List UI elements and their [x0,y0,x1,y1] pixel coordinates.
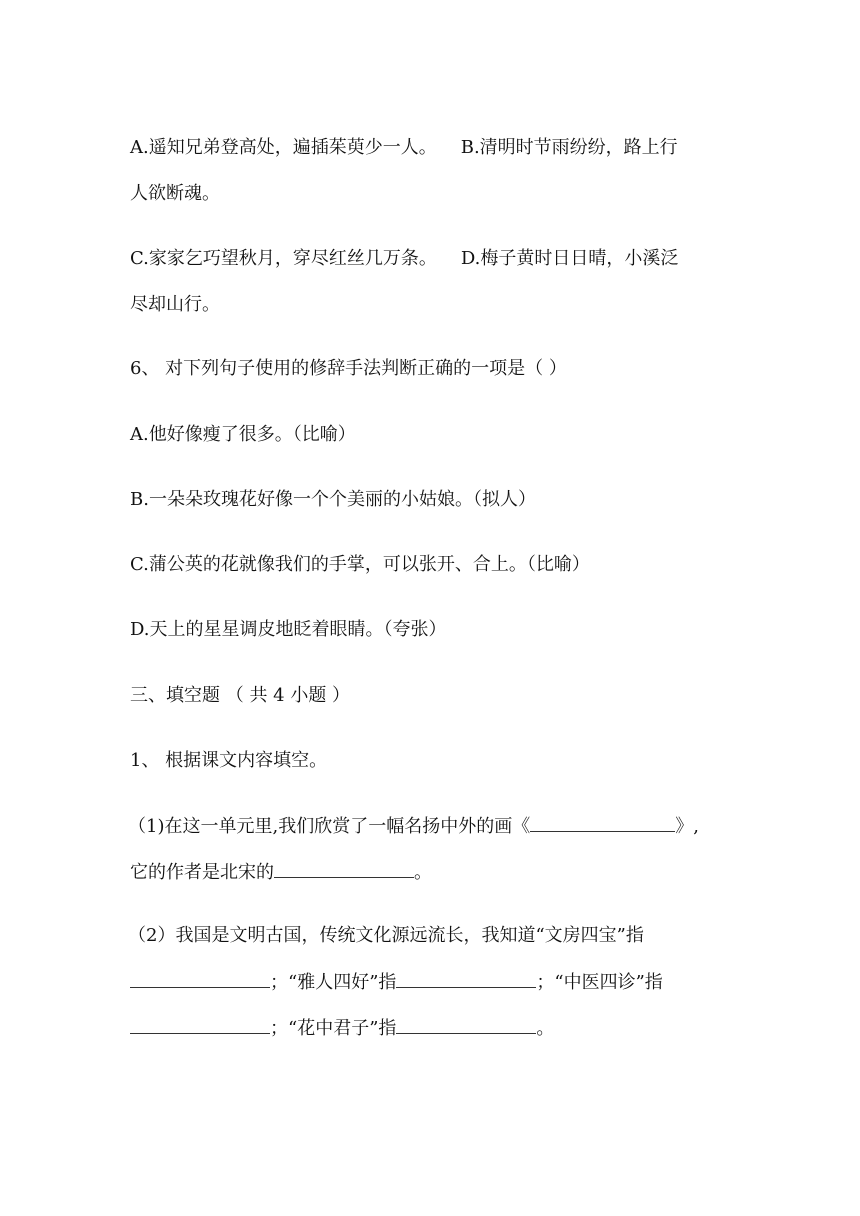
fill-2-line-1: （2）我国是文明古国，传统文化源远流长，我知道“文房四宝”指 [128,925,644,946]
q6-stem: 6、 对下列句子使用的修辞手法判断正确的一项是（ ） [130,358,567,379]
fill-1-author-label: 它的作者是北宋的 [130,862,274,883]
fill-1-blank-author[interactable] [274,859,414,878]
fill-2-period: 。 [536,1018,555,1039]
fill-2-label-flower-gentlemen: ；“花中君子”指 [270,1018,397,1039]
q6-option-a: A.他好像瘦了很多。（比喻） [130,424,356,445]
fill-2-blank-flower-gentlemen[interactable] [396,1015,536,1034]
q6-option-d: D.天上的星星调皮地眨着眼睛。（夸张） [130,619,447,640]
fill-1-line-2 [130,859,740,886]
q5-option-a: A.遥知兄弟登高处，遍插茱萸少一人。 [130,137,437,158]
section-3-q1-stem: 1、 根据课文内容填空。 [130,750,328,771]
fill-2-blank-tcm-diagnosis[interactable] [130,1015,270,1034]
fill-1-blank-painting[interactable] [530,813,675,832]
q5-option-b: B.清明时节雨纷纷，路上行 [460,137,678,158]
fill-1-period: 。 [414,862,432,883]
fill-1-line-1 [128,813,753,840]
fill-2-blank-study-treasures[interactable] [130,969,270,988]
fill-2-line-3 [130,1015,740,1042]
q5-option-d-continued: 尽却山行。 [130,294,220,315]
fill-1-text-start: （1)在这一单元里,我们欣赏了一幅名扬中外的画《 [128,816,531,837]
q5-option-c: C.家家乞巧望秋月，穿尽红丝几万条。 [130,248,437,269]
q5-option-row-2 [130,246,740,272]
q6-option-b: B.一朵朵玫瑰花好像一个个美丽的小姑娘。（拟人） [130,489,536,510]
q5-option-b-continued: 人欲断魂。 [130,183,220,204]
fill-2-blank-scholar-hobbies[interactable] [396,969,536,988]
q5-option-d: D.梅子黄时日日晴，小溪泛 [460,248,679,269]
fill-2-label-tcm-diagnosis: ；“中医四诊”指 [536,972,663,993]
fill-2-label-scholar-hobbies: ；“雅人四好”指 [270,972,397,993]
section-3-heading: 三、填空题 （ 共 4 小题 ） [130,685,351,706]
q5-option-row-1 [130,135,740,161]
q6-option-c: C.蒲公英的花就像我们的手掌，可以张开、合上。（比喻） [130,554,590,575]
fill-1-text-close: 》, [675,816,699,837]
fill-2-line-2 [130,969,740,996]
